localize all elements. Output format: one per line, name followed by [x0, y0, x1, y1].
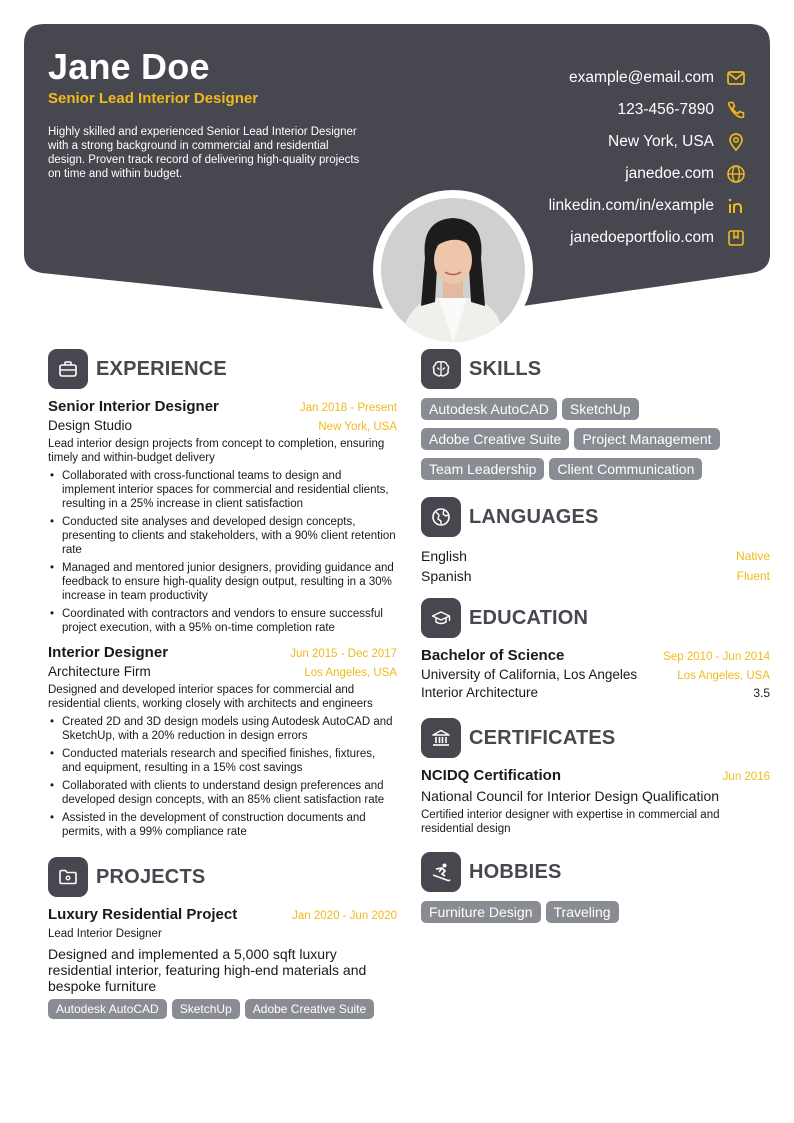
job-entry: [48, 644, 397, 839]
education-gpa: 3.5: [753, 686, 770, 700]
project-description: Designed and implemented a 5,000 sqft luxury residential interior, featuring high-end materials and bespoke furniture: [48, 946, 367, 994]
briefcase-icon: [48, 349, 88, 389]
job-bullet: • Collaborated with clients to understand design preferences and developed design concepts, with an 85% client satisfaction rate: [48, 779, 397, 807]
contact-portfolio-text[interactable]: janedoeportfolio.com: [570, 229, 714, 246]
linkedin-icon: [726, 196, 746, 216]
location-pin-icon: [726, 132, 746, 152]
certificate-entry: [421, 767, 770, 836]
projects-header: [48, 857, 397, 897]
job-bullets: [48, 469, 397, 635]
education-degree: Bachelor of Science: [421, 647, 565, 664]
language-row: [421, 566, 770, 586]
job-bullet: • Conducted materials research and specified finishes, fixtures, and equipment, resulting in a 15% cost savings: [48, 747, 397, 775]
contact-linkedin-text[interactable]: linkedin.com/in/example: [548, 197, 714, 214]
education-location: Los Angeles, USA: [677, 670, 770, 682]
right-column: [421, 349, 770, 931]
skill-tag: Adobe Creative Suite: [421, 428, 569, 450]
job-dates: Jun 2015 - Dec 2017: [290, 648, 397, 660]
institution-icon: [421, 718, 461, 758]
certificates-header: [421, 718, 770, 758]
job-company: Design Studio: [48, 418, 133, 433]
skills-title: SKILLS: [469, 357, 542, 380]
projects-title: PROJECTS: [96, 865, 206, 888]
project-tag: Adobe Creative Suite: [245, 999, 374, 1019]
skill-tag: Autodesk AutoCAD: [421, 398, 557, 420]
project-tag: SketchUp: [172, 999, 240, 1019]
hobbies-list: [421, 901, 770, 931]
mail-icon: [726, 68, 746, 88]
job-bullet: • Created 2D and 3D design models using Autodesk AutoCAD and SketchUp, with a 20% reduction in design errors: [48, 715, 397, 743]
contact-location-text: New York, USA: [608, 133, 714, 150]
skill-tag: Client Communication: [549, 458, 702, 480]
language-name: English: [421, 548, 467, 564]
profile-summary: Highly skilled and experienced Senior Lead Interior Designer with a strong background in commercial and residential design. Proven track record of delivering high-quality projects on time and within budget.: [48, 126, 360, 180]
avatar: [381, 198, 525, 342]
left-column: [48, 349, 397, 1027]
job-location: New York, USA: [318, 421, 397, 433]
language-name: Spanish: [421, 568, 472, 584]
project-dates: Jan 2020 - Jun 2020: [292, 910, 397, 922]
education-field: Interior Architecture: [421, 685, 539, 700]
skill-tag: Project Management: [574, 428, 719, 450]
candidate-name: Jane Doe: [48, 46, 210, 87]
experience-header: [48, 349, 397, 389]
project-entry: [48, 906, 397, 1027]
education-header: [421, 598, 770, 638]
contact-location: [390, 126, 770, 158]
contact-website[interactable]: [390, 158, 770, 190]
contact-email-text[interactable]: example@email.com: [569, 69, 714, 86]
skill-tag: Team Leadership: [421, 458, 544, 480]
certificate-date: Jun 2016: [722, 771, 770, 783]
profile-photo: [373, 190, 533, 350]
contact-phone[interactable]: [390, 94, 770, 126]
job-entry: [48, 398, 397, 635]
project-name: Luxury Residential Project: [48, 906, 238, 923]
project-role: Lead Interior Designer: [48, 928, 162, 940]
language-row: [421, 546, 770, 566]
certificate-description: Certified interior designer with expertise in commercial and residential design: [421, 809, 720, 835]
skills-list: [421, 398, 770, 488]
job-role: Senior Interior Designer: [48, 398, 219, 415]
phone-icon: [726, 100, 746, 120]
job-location: Los Angeles, USA: [304, 667, 397, 679]
hobbies-header: [421, 852, 770, 892]
hobby-tag: Furniture Design: [421, 901, 541, 923]
project-tag: Autodesk AutoCAD: [48, 999, 167, 1019]
contact-phone-text[interactable]: 123-456-7890: [617, 101, 714, 118]
education-entry: [421, 647, 770, 700]
education-dates: Sep 2010 - Jun 2014: [663, 651, 770, 663]
certificates-title: CERTIFICATES: [469, 726, 616, 749]
job-summary: Lead interior design projects from concept to completion, ensuring timely and within-budget delivery: [48, 438, 385, 464]
brain-icon: [421, 349, 461, 389]
language-level: Fluent: [736, 569, 770, 583]
project-tags: [48, 999, 397, 1027]
job-bullet: • Conducted site analyses and developed design concepts, presenting to clients and stakeholders, with a 90% client retention rate: [48, 515, 397, 557]
job-bullet: • Collaborated with cross-functional teams to design and implement interior spaces for commercial and residential clients, resulting in a 25% increase in client satisfaction: [48, 469, 397, 511]
contact-email[interactable]: [390, 62, 770, 94]
education-title: EDUCATION: [469, 606, 589, 629]
job-bullet: • Coordinated with contractors and vendors to ensure successful project execution, with a 95% on-time completion rate: [48, 607, 397, 635]
languages-header: [421, 497, 770, 537]
hobbies-title: HOBBIES: [469, 860, 562, 883]
certificate-name: NCIDQ Certification: [421, 767, 562, 784]
job-company: Architecture Firm: [48, 664, 151, 679]
job-bullet: • Managed and mentored junior designers, providing guidance and feedback to ensure high-quality design output, resulting in a 30% increase in team productivity: [48, 561, 397, 603]
certificate-issuer: National Council for Interior Design Qualification: [421, 788, 720, 804]
experience-title: EXPERIENCE: [96, 357, 227, 380]
folder-icon: [48, 857, 88, 897]
candidate-title: Senior Lead Interior Designer: [48, 90, 259, 107]
languages-title: LANGUAGES: [469, 505, 599, 528]
education-school: University of California, Los Angeles: [421, 667, 638, 682]
job-role: Interior Designer: [48, 644, 169, 661]
job-bullet: • Assisted in the development of construction documents and permits, with a 99% compliance rate: [48, 811, 397, 839]
languages-list: [421, 546, 770, 586]
hobby-tag: Traveling: [546, 901, 619, 923]
job-bullets: [48, 715, 397, 839]
job-dates: Jan 2018 - Present: [299, 402, 397, 414]
skill-tag: SketchUp: [562, 398, 639, 420]
graduation-cap-icon: [421, 598, 461, 638]
contact-website-text[interactable]: janedoe.com: [625, 165, 714, 182]
skills-header: [421, 349, 770, 389]
language-icon: [421, 497, 461, 537]
job-summary: Designed and developed interior spaces for commercial and residential clients, working closely with architects and engineers: [48, 684, 373, 710]
language-level: Native: [735, 549, 770, 563]
portfolio-icon: [726, 228, 746, 248]
skiing-icon: [421, 852, 461, 892]
globe-icon: [726, 164, 746, 184]
